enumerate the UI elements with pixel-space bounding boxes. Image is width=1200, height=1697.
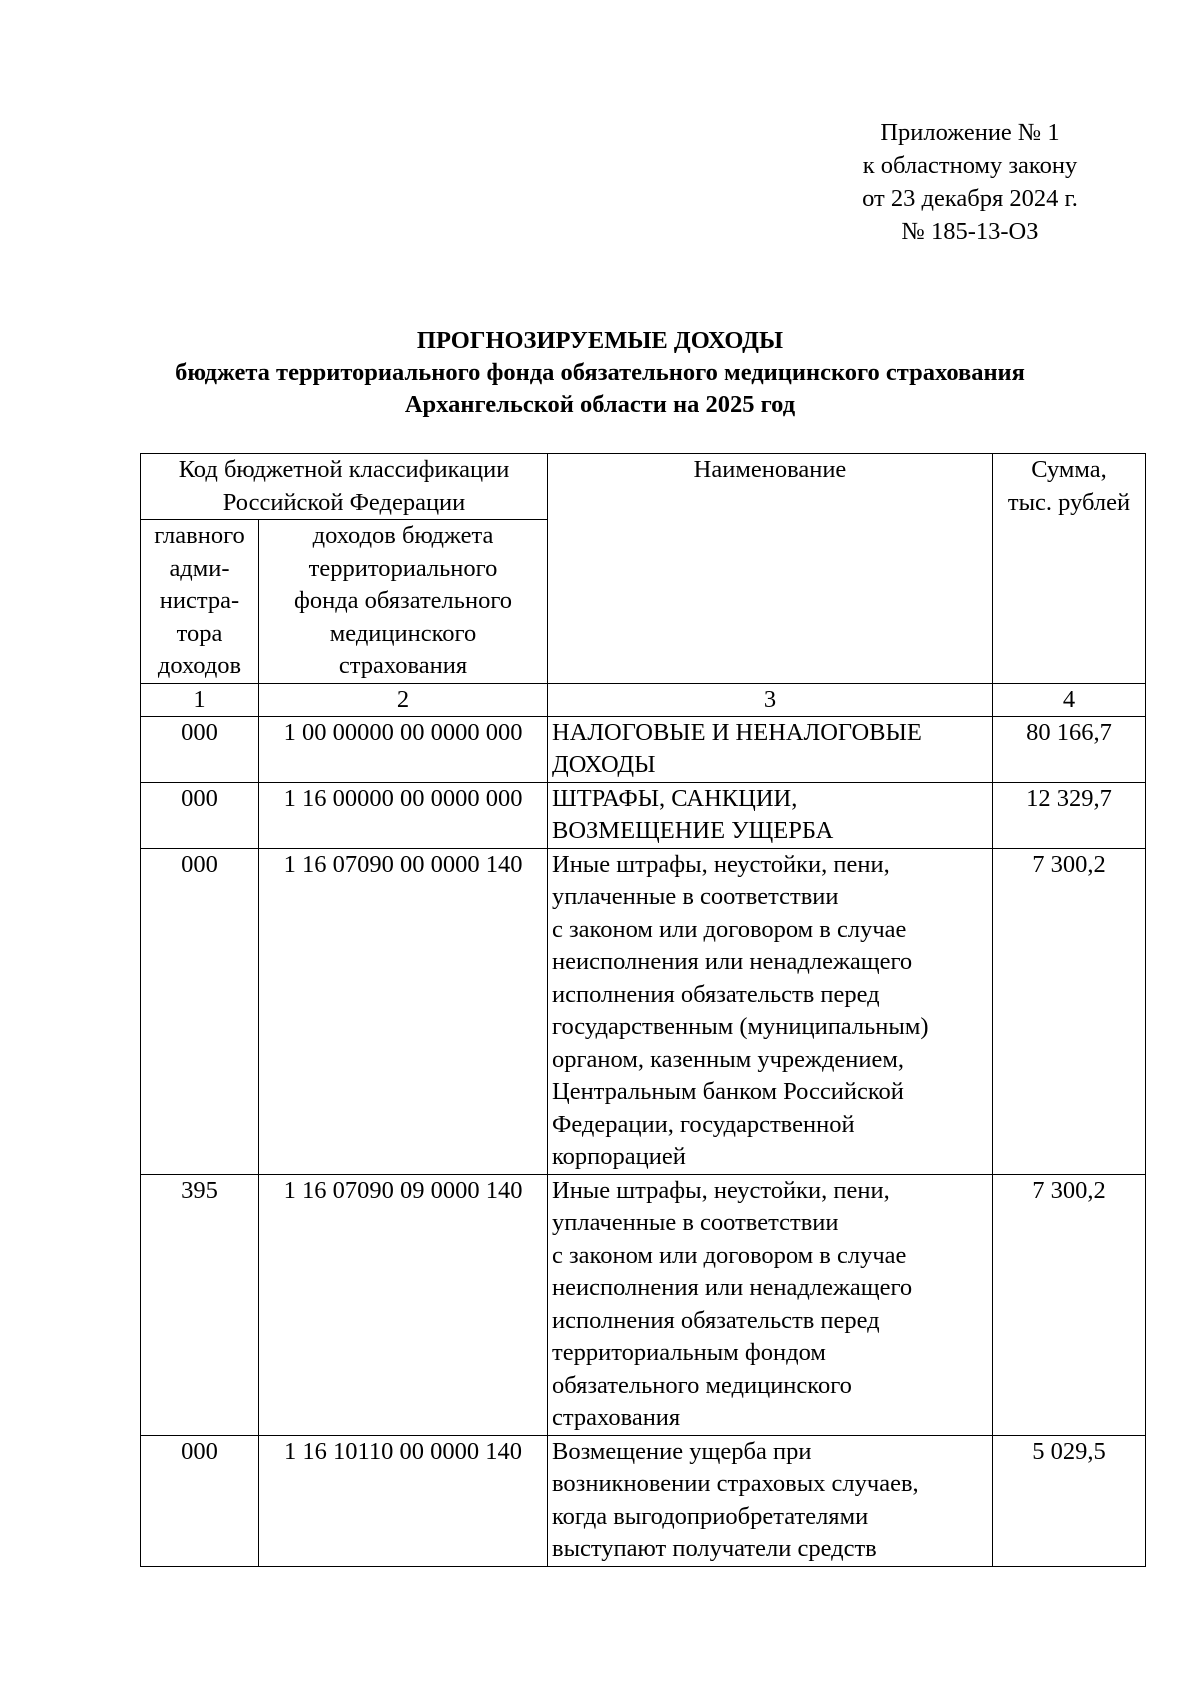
admin-code-cell: 000: [141, 782, 259, 848]
header-classification-code: Код бюджетной классификации Российской Федерации: [141, 454, 548, 520]
header-name: Наименование: [548, 454, 993, 684]
title-line: ПРОГНОЗИРУЕМЫЕ ДОХОДЫ: [416, 327, 784, 354]
appendix-line: № 185-13-ОЗ: [901, 218, 1039, 245]
income-table: [140, 453, 1146, 1567]
income-code-cell: 1 00 00000 00 0000 000: [259, 716, 548, 782]
title-line: бюджета территориального фонда обязательного медицинского страхования: [175, 359, 1025, 386]
admin-code-cell: 000: [141, 716, 259, 782]
appendix-block: [820, 116, 1120, 248]
appendix-line: к областному закону: [862, 152, 1078, 179]
table-row: [141, 782, 1146, 848]
appendix-line: от 23 декабря 2024 г.: [862, 185, 1078, 212]
amount-cell: 7 300,2: [993, 1174, 1146, 1435]
title-line: Архангельской области на 2025 год: [404, 391, 796, 418]
income-code-cell: 1 16 07090 09 0000 140: [259, 1174, 548, 1435]
admin-code-cell: 000: [141, 848, 259, 1174]
admin-code-cell: 395: [141, 1174, 259, 1435]
income-code-cell: 1 16 10110 00 0000 140: [259, 1435, 548, 1566]
document-title: [60, 325, 1140, 421]
amount-cell: 12 329,7: [993, 782, 1146, 848]
column-number: 3: [548, 683, 993, 716]
name-cell: ШТРАФЫ, САНКЦИИ, ВОЗМЕЩЕНИЕ УЩЕРБА: [548, 782, 993, 848]
header-amount: Сумма, тыс. рублей: [993, 454, 1146, 684]
column-number: 2: [259, 683, 548, 716]
amount-cell: 80 166,7: [993, 716, 1146, 782]
amount-cell: 5 029,5: [993, 1435, 1146, 1566]
column-number: 4: [993, 683, 1146, 716]
name-cell: НАЛОГОВЫЕ И НЕНАЛОГОВЫЕ ДОХОДЫ: [548, 716, 993, 782]
column-number: 1: [141, 683, 259, 716]
name-cell: Иные штрафы, неустойки, пени, уплаченные в соответствии с законом или договором в случае неисполнения или ненадлежащего исполнения обязательств перед государственным (муниципальным) органом, казенным учреждением, Центральным банком Российской Федерации, государственной корпорацией: [548, 848, 993, 1174]
table-row: [141, 848, 1146, 1174]
header-income-code: доходов бюджета территориального фонда обязательного медицинского страхования: [259, 520, 548, 684]
table-row: [141, 1174, 1146, 1435]
income-code-cell: 1 16 07090 00 0000 140: [259, 848, 548, 1174]
table-row: [141, 716, 1146, 782]
name-cell: Иные штрафы, неустойки, пени, уплаченные в соответствии с законом или договором в случае неисполнения или ненадлежащего исполнения обязательств перед территориальным фондом обязательного медицинского страхования: [548, 1174, 993, 1435]
name-cell: Возмещение ущерба при возникновении страховых случаев, когда выгодоприобретателями выступают получатели средств: [548, 1435, 993, 1566]
appendix-line: Приложение № 1: [880, 119, 1060, 146]
admin-code-cell: 000: [141, 1435, 259, 1566]
income-code-cell: 1 16 00000 00 0000 000: [259, 782, 548, 848]
table-row: [141, 1435, 1146, 1566]
amount-cell: 7 300,2: [993, 848, 1146, 1174]
header-admin: главного адми- нистра- тора доходов: [141, 520, 259, 684]
